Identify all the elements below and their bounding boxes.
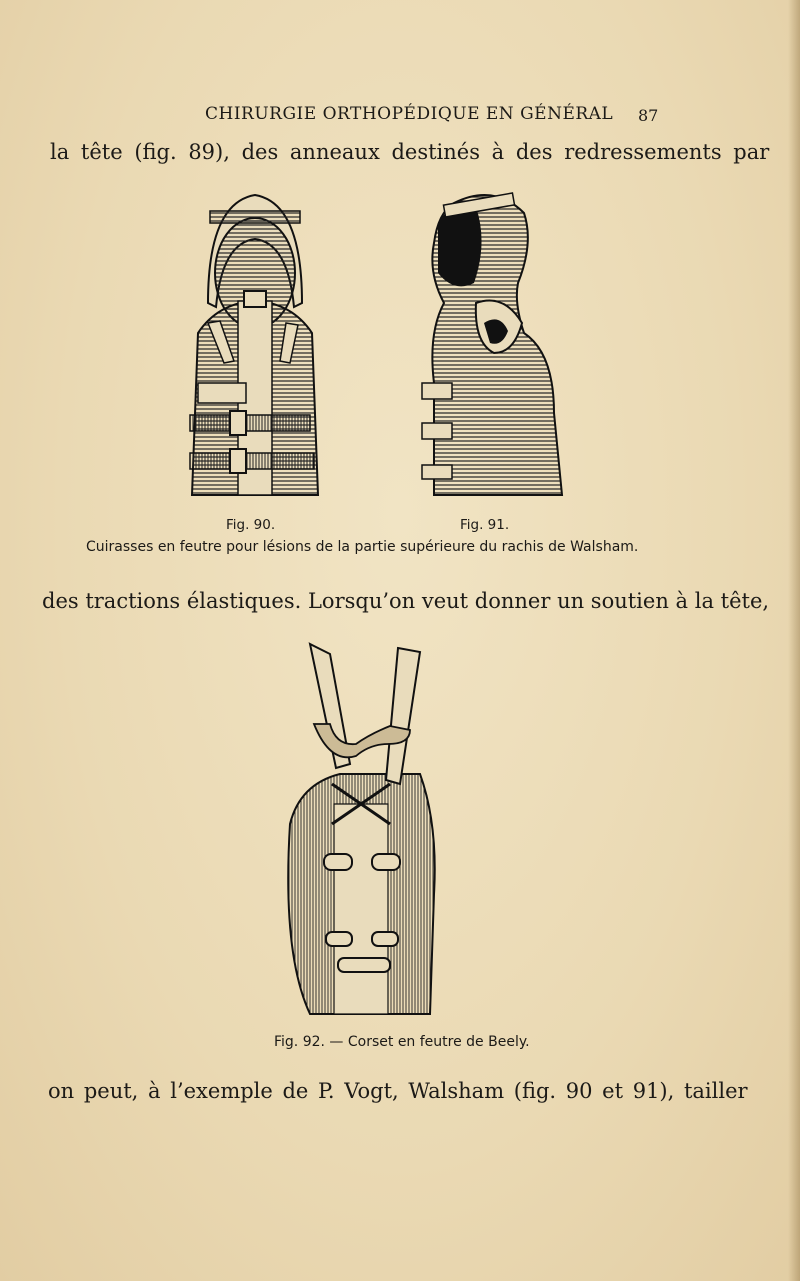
body-text-line-1: la tête (fig. 89), des anneaux destinés à des redressements par (50, 140, 770, 164)
figure-91-illustration (414, 183, 568, 515)
figure-91-label: Fig. 91. (460, 517, 510, 533)
figure-90-cuirass-front (168, 183, 342, 515)
figure-92-caption: Fig. 92. — Corset en feutre de Beely. (274, 1034, 530, 1050)
figure-90-91-caption: Cuirasses en feutre pour lésions de la partie supérieure du rachis de Walsham. (86, 539, 639, 555)
figure-90-illustration (168, 183, 342, 515)
figure-91-cuirass-side (414, 183, 568, 515)
running-header (0, 102, 800, 132)
figure-92-beely-corset (270, 634, 450, 1034)
running-title: CHIRURGIE ORTHOPÉDIQUE EN GÉNÉRAL (205, 104, 614, 124)
page-number: 87 (638, 106, 659, 125)
body-text-line-3: on peut, à l’exemple de P. Vogt, Walsham (fig. 90 et 91), tailler (48, 1079, 748, 1103)
figure-90-label: Fig. 90. (226, 517, 276, 533)
body-text-line-2: des tractions élastiques. Lorsqu’on veut donner un soutien à la tête, (42, 589, 770, 613)
figure-92-illustration (270, 634, 450, 1034)
page-edge-shadow (788, 0, 800, 1281)
